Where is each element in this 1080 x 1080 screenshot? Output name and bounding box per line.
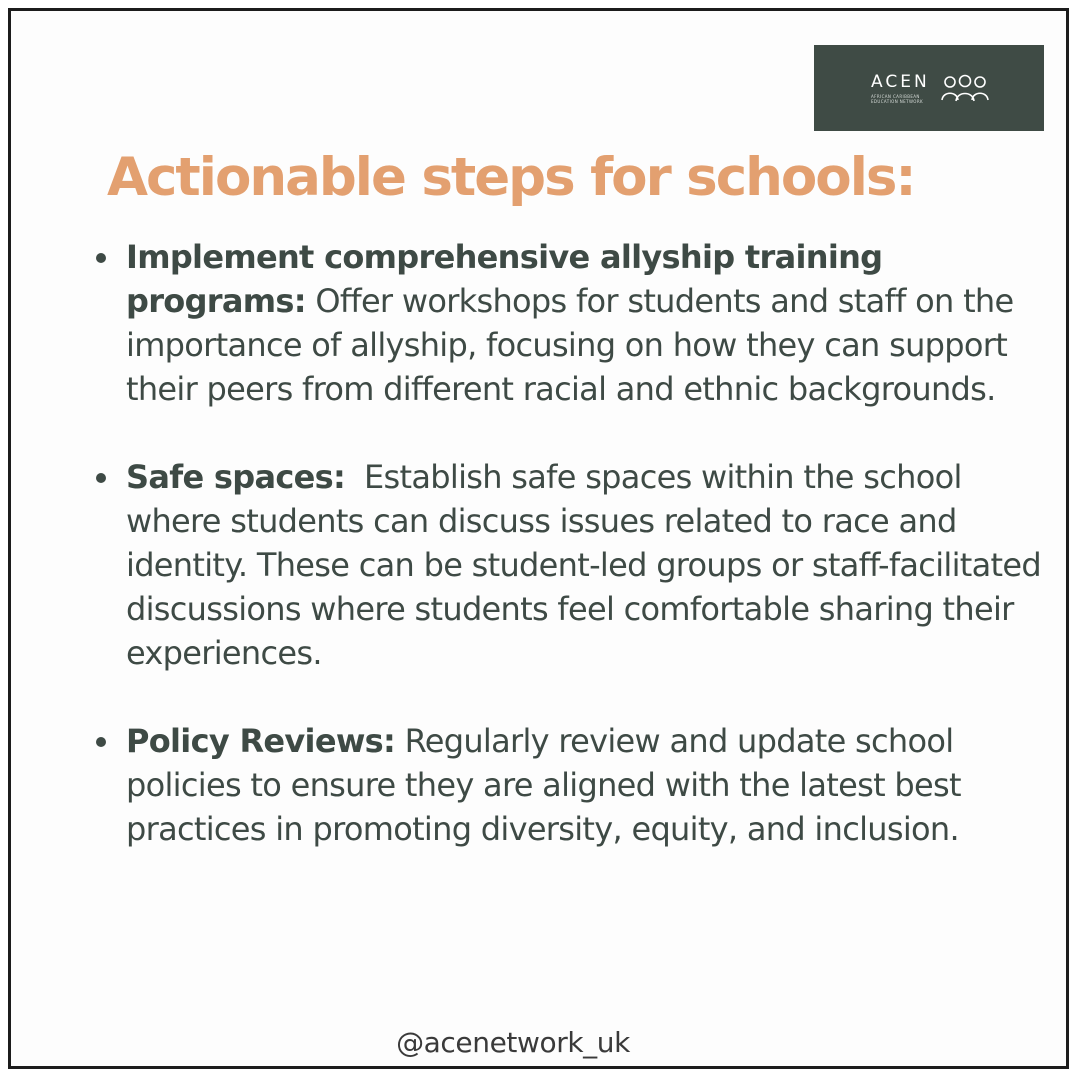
social-handle: @acenetwork_uk bbox=[396, 1026, 630, 1059]
logo-name: ACEN bbox=[871, 72, 930, 92]
step-text: Offer workshops for students and staff on the importance of allyship, focusing on how they can support their peers from different racial and ethnic backgrounds. bbox=[126, 282, 1014, 408]
page-title: Actionable steps for schools: bbox=[107, 147, 915, 208]
step-item-training bbox=[93, 235, 1048, 411]
acen-logo bbox=[814, 45, 1044, 131]
bullet-icon bbox=[96, 473, 106, 483]
step-text: Regularly review and update school policies to ensure they are aligned with the latest best practices in promoting diversity, equity, and inclusion. bbox=[126, 722, 961, 848]
steps-list bbox=[93, 235, 1048, 895]
step-title: Implement comprehensive allyship training programs: bbox=[126, 238, 883, 320]
bullet-icon bbox=[96, 253, 106, 263]
post-frame bbox=[8, 8, 1069, 1069]
logo-subtitle: AFRICAN CARIBBEAN EDUCATION NETWORK bbox=[871, 94, 924, 104]
people-group-icon bbox=[940, 73, 990, 103]
step-item-safe-spaces bbox=[93, 455, 1048, 675]
bullet-icon bbox=[96, 737, 106, 747]
step-text: Establish safe spaces within the school where students can discuss issues related to race and identity. These can be student-led groups or staff-facilitated discussions where students feel comfortable sharing their experiences. bbox=[126, 458, 1041, 672]
step-item-policy-reviews bbox=[93, 719, 1048, 851]
step-title: Safe spaces: bbox=[126, 458, 346, 496]
step-title: Policy Reviews: bbox=[126, 722, 396, 760]
